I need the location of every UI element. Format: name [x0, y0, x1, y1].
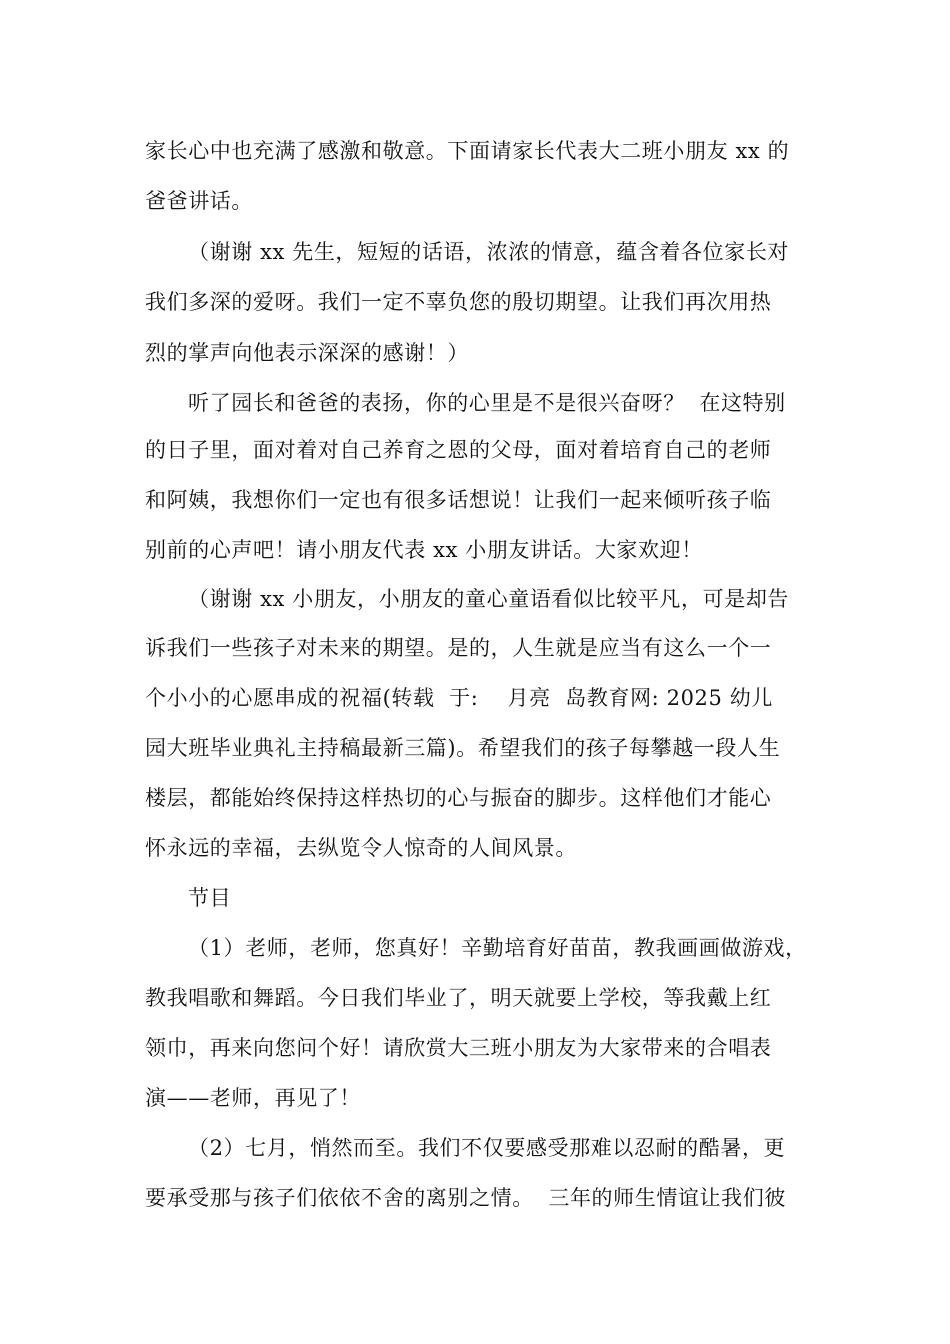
- text-line: 和阿姨，我想你们一定也有很多话想说！让我们一起来倾听孩子临: [145, 488, 772, 512]
- text-line: 教我唱歌和舞蹈。今日我们毕业了，明天就要上学校，等我戴上红: [145, 986, 772, 1010]
- text-line: （1）老师，老师，您真好！辛勤培育好苗苗，教我画画做游戏，: [188, 936, 807, 960]
- text-line: 怀永远的幸福，去纵览令人惊奇的人间风景。: [145, 836, 577, 860]
- text-line: 诉我们一些孩子对未来的期望。是的，人生就是应当有这么一个一: [145, 636, 772, 660]
- text-line: 领巾，再来向您问个好！请欣赏大三班小朋友为大家带来的合唱表: [145, 1036, 772, 1060]
- text-line: 烈的掌声向他表示深深的感谢！）: [145, 341, 469, 365]
- text-line: 家长心中也充满了感激和敬意。下面请家长代表大二班小朋友 xx 的: [145, 139, 790, 163]
- text-line: 爸爸讲话。: [145, 189, 253, 213]
- text-line: 听了园长和爸爸的表扬，你的心里是不是很兴奋呀？ 在这特别: [188, 391, 786, 415]
- text-line: 别前的心声吧！请小朋友代表 xx 小朋友讲话。大家欢迎！: [145, 538, 703, 562]
- text-line: 我们多深的爱呀。我们一定不辜负您的殷切期望。让我们再次用热: [145, 290, 772, 314]
- section-heading: 节目: [188, 886, 232, 910]
- text-line: 园大班毕业典礼主持稿最新三篇)。希望我们的孩子每攀越一段人生: [145, 736, 781, 760]
- text-line: （谢谢 xx 小朋友，小朋友的童心童语看似比较平凡，可是却告: [188, 587, 790, 611]
- text-line: 的日子里，面对着对自己养育之恩的父母，面对着培育自己的老师: [145, 438, 772, 462]
- text-line: 演——老师，再见了！: [145, 1086, 361, 1110]
- text-line: 要承受那与孩子们依依不舍的离别之情。 三年的师生情谊让我们彼: [145, 1186, 786, 1210]
- text-line: 个小小的心愿串成的祝福(转载 于: 月亮 岛教育网: 2025 幼儿: [145, 686, 773, 710]
- text-line: （2）七月，悄然而至。我们不仅要感受那难以忍耐的酷暑，更: [188, 1136, 786, 1160]
- text-line: 楼层，都能始终保持这样热切的心与振奋的脚步。这样他们才能心: [145, 786, 772, 810]
- text-line: （谢谢 xx 先生，短短的话语，浓浓的情意，蕴含着各位家长对: [188, 240, 790, 264]
